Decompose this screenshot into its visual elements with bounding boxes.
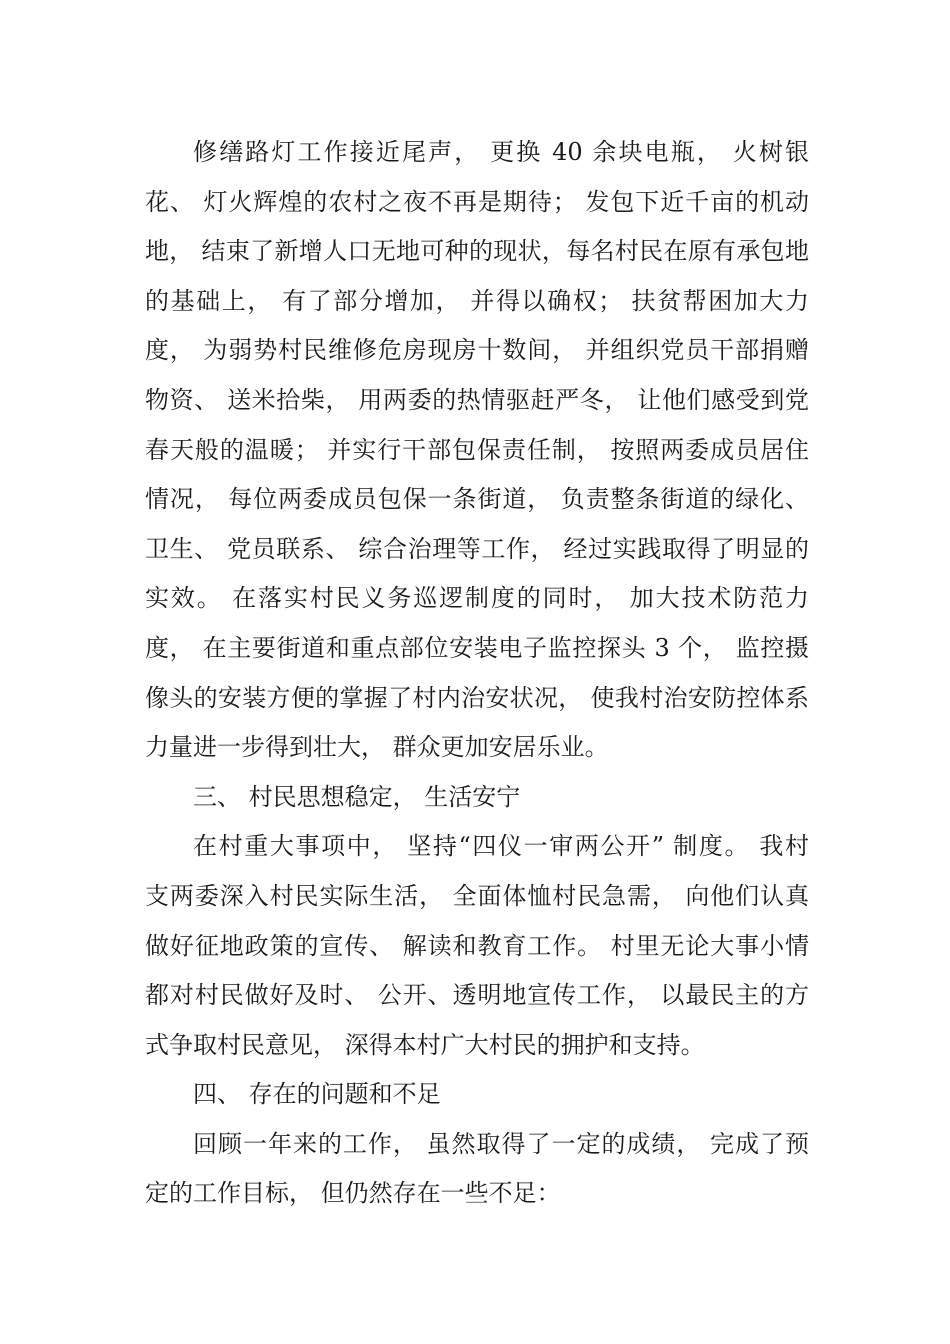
text-line: 的基础上， 有了部分增加， 并得以确权； 扶贫帮困加大力	[145, 286, 809, 315]
text-line: 花、 灯火辉煌的农村之夜不再是期待； 发包下近千亩的机动	[145, 187, 809, 216]
text-line: 地， 结束了新增人口无地可种的现状，每名村民在原有承包地	[145, 237, 809, 266]
text-line: 修缮路灯工作接近尾声， 更换 40 余块电瓶， 火树银	[193, 138, 809, 166]
section-heading: 四、 存在的问题和不足	[193, 1080, 441, 1109]
text-line: 情况， 每位两委成员包保一条街道， 负责整条街道的绿化、	[145, 485, 809, 514]
text-line: 实效。 在落实村民义务巡逻制度的同时， 加大技术防范力	[145, 584, 809, 613]
text-line: 春天般的温暖； 并实行干部包保责任制， 按照两委成员居住	[145, 435, 809, 464]
text-line: 在村重大事项中， 坚持“四仪一审两公开” 制度。 我村	[193, 832, 809, 861]
text-line: 像头的安装方便的掌握了村内治安状况， 使我村治安防控体系	[145, 683, 809, 712]
text-line: 式争取村民意见， 深得本村广大村民的拥护和支持。	[145, 1030, 705, 1059]
text-line: 都对村民做好及时、 公开、透明地宣传工作， 以最民主的方	[145, 981, 809, 1010]
document-page	[145, 128, 809, 1219]
text-line: 做好征地政策的宣传、 解读和教育工作。 村里无论大事小情	[145, 931, 809, 960]
text-line: 物资、 送米拾柴， 用两委的热情驱赶严冬， 让他们感受到党	[145, 385, 809, 414]
text-line: 支两委深入村民实际生活， 全面体恤村民急需， 向他们认真	[145, 881, 809, 910]
text-line: 度， 在主要街道和重点部位安装电子监控探头 3 个， 监控摄	[145, 633, 809, 662]
text-line: 度， 为弱势村民维修危房现房十数间， 并组织党员干部捐赠	[145, 336, 809, 365]
section-heading: 三、 村民思想稳定， 生活安宁	[193, 782, 521, 811]
text-line: 回顾一年来的工作， 虽然取得了一定的成绩， 完成了预	[193, 1129, 809, 1158]
text-line: 力量进一步得到壮大， 群众更加安居乐业。	[145, 733, 609, 762]
text-line: 定的工作目标， 但仍然存在一些不足：	[145, 1179, 561, 1208]
text-line: 卫生、 党员联系、 综合治理等工作， 经过实践取得了明显的	[145, 534, 809, 563]
